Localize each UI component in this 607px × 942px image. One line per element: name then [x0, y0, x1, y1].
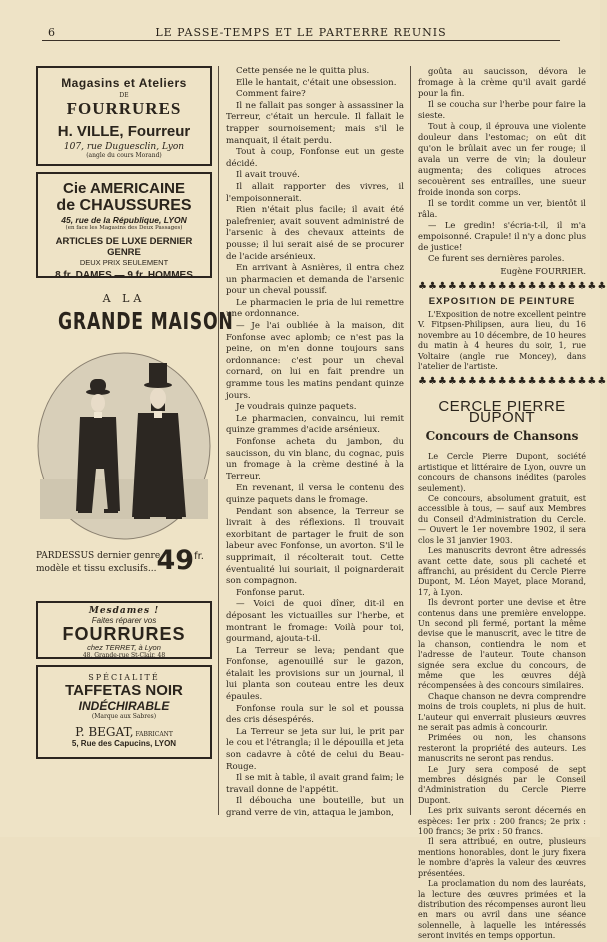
ad-terret-fourrures	[36, 601, 212, 659]
concours-paragraph: Ils devront porter une devise et être contenus dans une première enveloppe. Un second pli fermé, portant la même devise que le manuscrit, avec le titre de la chanson, contiendra le nom et l'adresse de l'auteur. Toute chanson signée sera exclue du concours, de même que les œuvres déjà récompensées à des concours similaires.	[418, 598, 586, 691]
concours-paragraph: La proclamation du nom des lauréats, la lecture des œuvres primées et la distribution des récompenses auront lieu en mars ou avril dans une séance solennelle, à laquelle les intéressés seront invités en temps opportun.	[418, 879, 586, 941]
ad-ville-address-note: (angle du cours Morand)	[86, 152, 162, 159]
ad-begat-role: FABRICANT	[133, 731, 173, 738]
ad-terret-line3: FOURRURES	[62, 624, 186, 644]
ad-grande-maison-title: GRANDE MAISON	[58, 309, 234, 335]
column-rule-left	[218, 66, 219, 815]
ad-begat-line1: SPÉCIALITÉ	[88, 673, 160, 682]
column-rule-right	[410, 66, 411, 815]
story-paragraph: Comment faire?	[236, 89, 306, 100]
story-paragraph: Cette pensée ne le quitta plus.	[236, 66, 370, 76]
story-paragraph: Il déboucha une bouteille, but un grand verre de vin, attaqua le jambon,	[226, 796, 404, 818]
price-value: 49	[156, 545, 195, 576]
exposition-heading: EXPOSITION DE PEINTURE	[428, 296, 576, 307]
ad-ville-line3: FOURRURES	[66, 99, 182, 118]
story-column	[226, 66, 404, 820]
concours-paragraph: Ce concours, absolument gratuit, est accessible à tous, — sauf aux Membres du Conseil d'Administration du Cercle. — Ouvert le 1er novembre 1902, il sera clos le 31 janvier 1903.	[418, 494, 586, 545]
story-paragraph: — Voici de quoi dîner, dit-il en déposant les victuailles sur l'herbe, et montrant le fromage: Voilà pour toi, gourmand, ajouta-t-il.	[226, 599, 404, 645]
ad-begat-address: 5, Rue des Capucins, LYON	[71, 739, 177, 748]
ad-americaine-line5: ARTICLES DE LUXE DERNIER GENRE	[55, 236, 193, 258]
ad-begat-line4: (Marque aux Sabres)	[91, 713, 157, 720]
concours-paragraph: Le Jury sera composé de sept membres désignés par le Conseil d'Administration du Cercle Pierre Dupont.	[418, 764, 586, 805]
ad-grande-maison-offer	[36, 545, 212, 589]
advertisement-column	[36, 66, 234, 759]
story-paragraph: Le pharmacien le pria de lui remettre une ordonnance.	[226, 297, 404, 320]
page-header	[42, 24, 560, 41]
story-paragraph: goûta au saucisson, dévora le fromage à la crème qu'il avait gardé pour la fin.	[418, 66, 586, 98]
ad-grande-maison-line1: A LA	[102, 292, 146, 305]
concours-paragraph: Primées ou non, les chansons resteront la propriété des auteurs. Les manuscrits ne seront pas rendus.	[418, 733, 586, 764]
story-paragraph: Il se mit à table, il avait grand faim; le travail donne de l'appétit.	[226, 773, 404, 795]
story-paragraph: Pendant son absence, la Terreur se livrait à des réflexions. Il trouvait exorbitant de partager le fruit de son labeur avec Fonfonse, un avorton. S'il le supprimait, il récolterait tout. Cette éventualité lui souriait, il poignarderait son compagnon.	[226, 506, 404, 587]
ornament-divider: ♣♣♣♣♣♣♣♣♣♣♣♣♣♣♣♣♣♣♣	[418, 281, 607, 292]
story-paragraph: Fonfonse parut.	[236, 587, 305, 598]
ad-begat-name: P. BEGAT,	[75, 725, 134, 739]
story-paragraph: Il allait rapporter des vivres, il l'empoisonnerait.	[226, 181, 404, 204]
concours-paragraph: Chaque chanson ne devra comprendre moins de trois couplets, ni plus de huit. L'auteur qui enverrait plusieurs œuvres ne serait pas admis à concourir.	[418, 691, 586, 732]
story-paragraph: Tout à coup, il éprouva une violente douleur dans l'estomac; on eût dit qu'on le brûlait avec un fer rouge; il avala un verre de vin; la douleur augmenta; des coliques atroces secouèrent ses entrailles, une sueur froide inonda son corps.	[418, 121, 586, 197]
ad-americaine-prices: 8 fr. DAMES — 9 fr. HOMMES	[55, 270, 193, 281]
ad-americaine-address-note: (en face les Magasins des Deux Passages)	[65, 225, 183, 231]
right-column	[418, 66, 607, 942]
story-paragraph: Elle le hantait, c'était une obsession.	[236, 77, 397, 88]
page-number: 6	[48, 26, 55, 39]
story-paragraph: Fonfonse acheta du jambon, du saucisson, du vin blanc, du cognac, puis un fromage à la crème destiné à la Terreur.	[226, 437, 404, 482]
ad-americaine-line2: de CHAUSSURES	[56, 197, 192, 214]
ad-begat-line2: TAFFETAS NOIR	[65, 682, 183, 699]
concours-paragraph: Les manuscrits devront être adressés avant cette date, sous pli cacheté et affranchi, au président du Cercle Pierre Dupont, M. Léon Mayet, place Morand, 17, à Lyon.	[418, 546, 586, 597]
ad-terret-line4: chez TERRET, à Lyon	[87, 643, 161, 652]
pardessus-price	[157, 545, 204, 576]
ad-americaine-line1: Cie AMERICAINE	[63, 180, 185, 197]
story-paragraph: En arrivant à Asnières, il entra chez un pharmacien et demanda de l'arsenic pour un cheval poussif.	[226, 263, 404, 297]
concours-paragraph: Il sera attribué, en outre, plusieurs mentions honorables, dont le jury fixera le nombre d'après la valeur des œuvres présentées.	[418, 837, 586, 878]
story-paragraph: Je voudrais quinze paquets.	[236, 402, 357, 413]
ad-ville-line2: DE	[119, 92, 129, 99]
ad-americaine-address: 45, rue de la République, LYON	[61, 215, 187, 225]
exposition-text: L'Exposition de notre excellent peintre V. Fitpsen-Philipsen, aura lieu, du 16 novembre au 10 décembre, de 10 heures du matin à 4 heures du soir, 1, rue Voltaire (angle rue Moncey), dans l'atelier de l'artiste.	[418, 310, 586, 372]
concours-heading: Concours de Chansons	[425, 429, 579, 444]
ad-begat-line3: INDÉCHIRABLE	[78, 699, 170, 713]
story-paragraph: Le pharmacien, convaincu, lui remit quinze grammes d'acide arsénieux.	[226, 413, 404, 436]
exposition-notice	[418, 310, 586, 372]
ad-begat-taffetas	[36, 665, 212, 759]
running-title: LE PASSE-TEMPS ET LE PARTERRE REUNIS	[155, 26, 447, 39]
ad-americaine-chaussures	[36, 172, 212, 281]
story-paragraph: — Je l'ai oubliée à la maison, dit Fonfonse avec aplomb; ce n'est pas la peine, on m'en donne toujours sans ordonnance: c'est pour un cheval cornard, on lui en fait prendre un gramme tous les matins pendant quinze jours.	[226, 321, 404, 401]
ad-americaine-line6: DEUX PRIX SEULEMENT	[79, 258, 169, 267]
story-paragraph: Il se coucha sur l'herbe pour faire la sieste.	[418, 99, 586, 120]
ad-ville-fourrures	[36, 66, 212, 166]
ad-terret-line2: Faites réparer vos	[91, 616, 157, 625]
story-paragraph: La Terreur se leva; pendant que Fonfonse, agenouillé sur le gazon, étalait les provisions sur un journal, il lui planta son couteau entre les deux épaules.	[226, 645, 404, 703]
concours-paragraph: Les prix suivants seront décernés en espèces: 1er prix : 200 francs; 2e prix : 100 francs; 3e prix : 50 francs.	[418, 806, 586, 837]
story-paragraph: En revenant, il versa le contenu des quinze paquets dans le fromage.	[226, 483, 404, 505]
concours-text	[418, 452, 586, 941]
story-paragraph: Il ne fallait pas songer à assassiner la Terreur, c'était un hercule. Il fallait le trapper sournoisement; mais s'il le manquait, il était perdu.	[226, 100, 404, 146]
story-paragraph: Il se tordit comme un ver, bientôt il râla.	[418, 198, 586, 219]
story-paragraph: — Le gredin! s'écria-t-il, il m'a empoisonné. Crapule! il n'y a donc plus de justice!	[418, 220, 586, 252]
ad-ville-line1: Magasins et Ateliers	[61, 76, 187, 90]
two-gentlemen-illustration	[36, 351, 212, 541]
price-unit: fr.	[194, 551, 204, 562]
story-paragraph: Fonfonse roula sur le sol et poussa des cris désespérés.	[226, 703, 404, 726]
ad-terret-address: 48, Grande-rue St-Clair, 48	[82, 652, 166, 659]
story-paragraph: Ce furent ses dernières paroles.	[428, 253, 565, 263]
ad-terret-line1: Mesdames !	[88, 606, 160, 616]
story-paragraph: Tout à coup, Fonfonse eut un geste décidé.	[226, 147, 404, 169]
ad-grande-maison	[36, 292, 234, 589]
pardessus-line2: modèle et tissu exclusifs...	[36, 564, 157, 574]
ad-ville-line4: H. VILLE, Fourreur	[57, 123, 191, 140]
ornament-divider: ♣♣♣♣♣♣♣♣♣♣♣♣♣♣♣♣♣♣♣	[418, 376, 607, 388]
story-paragraph: La Terreur se jeta sur lui, le prit par le cou et l'étrangla; il le dépouilla et jeta son cadavre à côté de celui du Beau-Rouge.	[226, 726, 404, 772]
ad-begat-maker	[38, 725, 210, 739]
cercle-heading: CERCLE PIERRE DUPONT	[438, 398, 566, 427]
story-paragraph: Il avait trouvé.	[236, 170, 300, 181]
pardessus-line1: PARDESSUS dernier genre,	[36, 551, 164, 561]
story-paragraph: Rien n'était plus facile; il avait été palefrenier, avait souvent administré de l'arsenic à des chevaux atteints de pousse; il lui serait aisé de se procurer de l'acide arsénieux.	[226, 205, 404, 262]
story-signature: Eugène FOURRIER.	[500, 266, 586, 276]
concours-paragraph: Le Cercle Pierre Dupont, société artistique et littéraire de Lyon, ouvre un concours de chansons inédites (paroles seulement).	[418, 452, 586, 493]
ad-ville-address: 107, rue Duguesclin, Lyon	[63, 142, 185, 152]
